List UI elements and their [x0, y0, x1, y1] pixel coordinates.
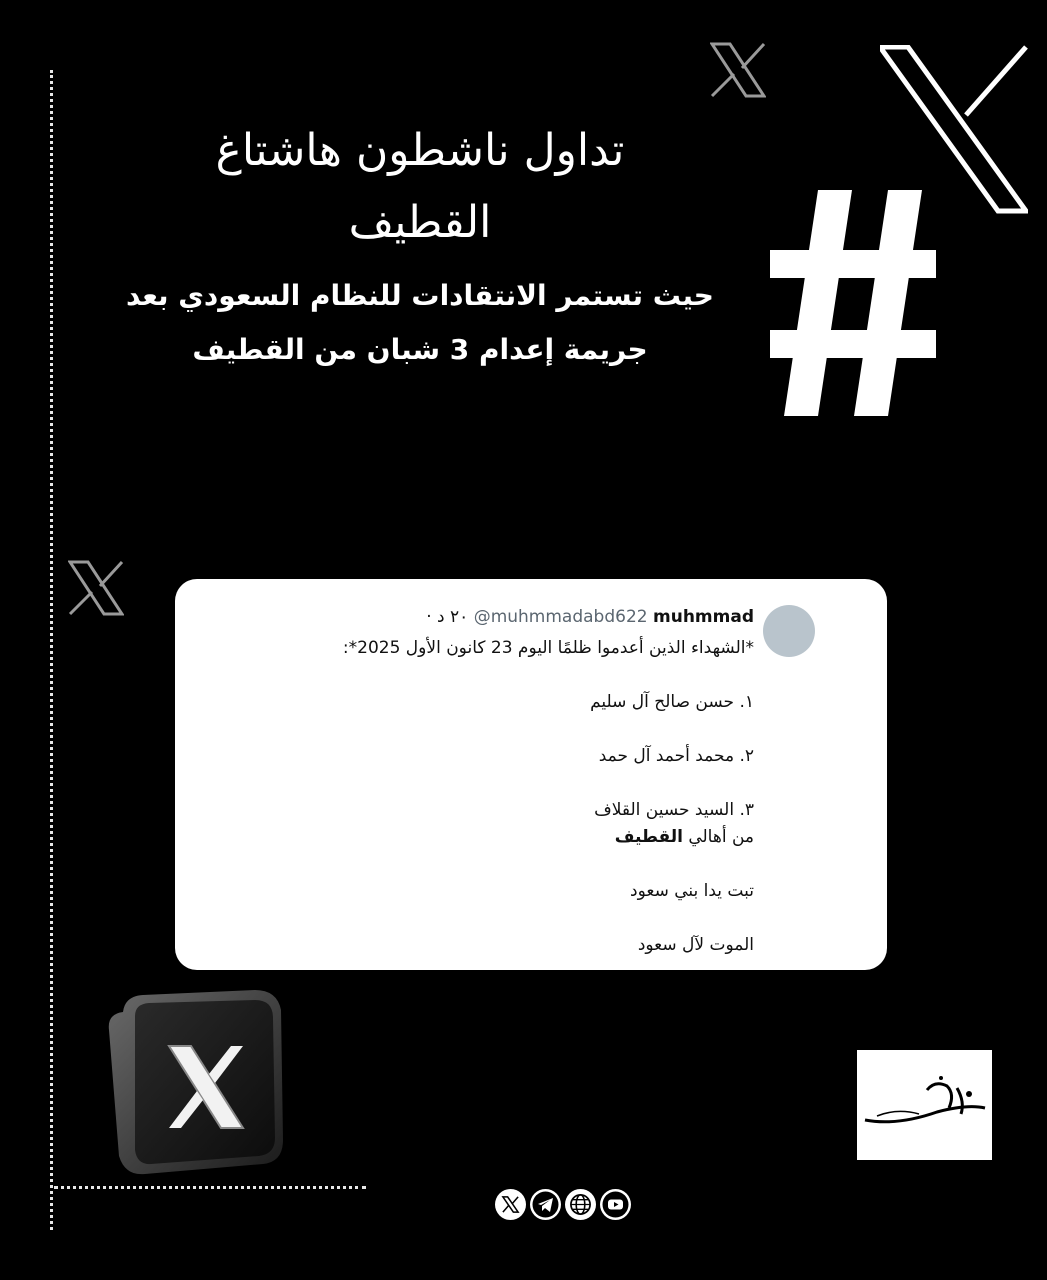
tweet-screenshot-card: [175, 579, 887, 970]
tweet-list-item: ١. حسن صالح آل سليم: [590, 692, 754, 712]
headline-subtitle-line2: جريمة إعدام 3 شبان من القطيف: [192, 333, 648, 366]
tweet-header: [426, 607, 754, 627]
tweet-line: الموت لآل سعود: [637, 935, 754, 955]
publisher-logo: [857, 1050, 992, 1160]
tweet-line: تبت يدا بني سعود: [630, 881, 754, 901]
tweet-line: *الشهداء الذين أعدموا ظلمًا اليوم 23 كانون الأول 2025*:: [342, 638, 754, 658]
tweet-body: [234, 635, 754, 959]
x-logo-small-icon: [68, 560, 124, 616]
youtube-icon[interactable]: [600, 1189, 631, 1220]
tweet-origin-line: [234, 824, 754, 851]
globe-icon[interactable]: [565, 1189, 596, 1220]
dotted-vertical-divider: [50, 70, 53, 1230]
telegram-icon[interactable]: [530, 1189, 561, 1220]
tweet-origin-bold: القطيف: [614, 827, 683, 847]
avatar: [763, 605, 815, 657]
tweet-author-name: muhmmad: [653, 607, 754, 627]
calligraphy-logo-icon: [857, 1050, 992, 1160]
headline-title-line2: القطيف: [348, 197, 492, 248]
tweet-time: · ٢٠ د: [426, 607, 469, 627]
x-logo-small-icon: [710, 42, 766, 98]
social-links: [495, 1189, 635, 1221]
tweet-list-item: ٣. السيد حسين القلاف: [594, 800, 754, 820]
headline-subtitle-line1: حيث تستمر الانتقادات للنظام السعودي بعد: [126, 279, 714, 312]
dotted-horizontal-divider: [54, 1186, 366, 1189]
x-icon[interactable]: [495, 1189, 526, 1220]
tweet-origin-prefix: من أهالي: [682, 827, 754, 847]
headline: [110, 115, 730, 377]
tweet-handle: @muhmmadabd622: [473, 607, 648, 627]
headline-title-line1: تداول ناشطون هاشتاغ: [215, 125, 625, 176]
x-app-icon: [105, 990, 285, 1176]
tweet-list-item: ٢. محمد أحمد آل حمد: [598, 746, 754, 766]
hashtag-icon: [770, 180, 940, 420]
